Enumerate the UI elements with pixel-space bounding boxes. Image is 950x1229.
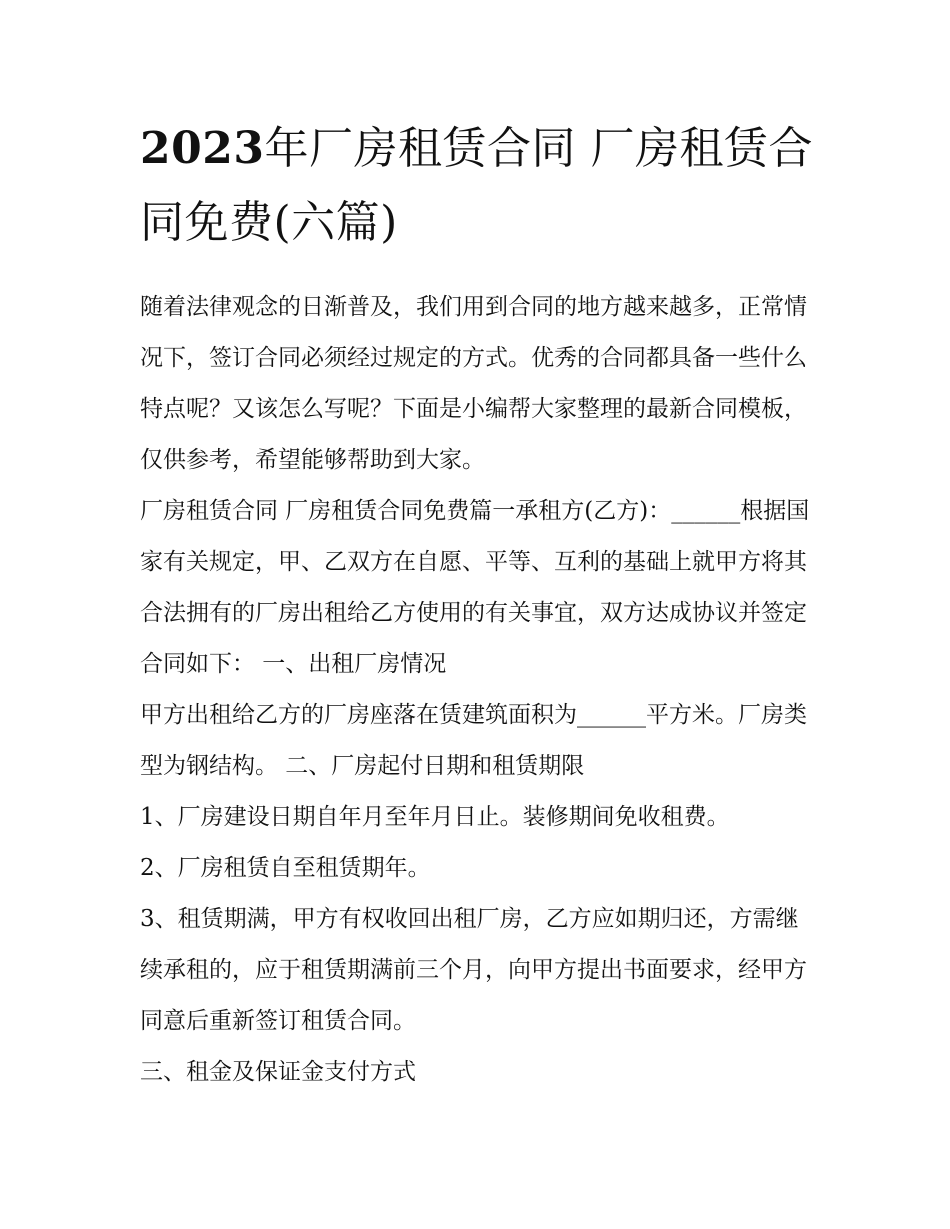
clause-3-paragraph: 3、租赁期满，甲方有权收回出租厂房，乙方应如期归还，方需继续承租的，应于租赁期满前三个月，向甲方提出书面要求，经甲方同意后重新签订租赁合同。 [140, 906, 807, 1034]
document-title [140, 112, 815, 260]
section-3-heading: 三、租金及保证金支付方式 [140, 1059, 416, 1085]
property-paragraph: 甲方出租给乙方的厂房座落在赁建筑面积为______平方米。厂房类型为钢结构。 二、厂房起付日期和租赁期限 [140, 702, 807, 779]
document-content [140, 112, 815, 1098]
title-year: 2023 [140, 123, 265, 174]
clause-2-paragraph: 2、厂房租赁自至租赁期年。 [140, 855, 431, 881]
document-body [140, 282, 815, 1098]
clause-1-paragraph: 1、厂房建设日期自年月至年月日止。装修期间免收租费。 [140, 804, 730, 830]
contract-opening-paragraph: 厂房租赁合同 厂房租赁合同免费篇一承租方(乙方)：______根据国家有关规定，甲、乙双方在自愿、平等、互利的基础上就甲方将其合法拥有的厂房出租给乙方使用的有关事宜，双方达成协议并签定合同如下： 一、出租厂房情况 [140, 498, 810, 677]
intro-paragraph: 随着法律观念的日渐普及，我们用到合同的地方越来越多，正常情况下，签订合同必须经过规定的方式。优秀的合同都具备一些什么特点呢？又该怎么写呢？下面是小编帮大家整理的最新合同模板，仅供参考，希望能够帮助到大家。 [140, 294, 807, 473]
title-text: 年厂房租赁合同 厂房租赁合同免费(六篇) [140, 123, 813, 248]
